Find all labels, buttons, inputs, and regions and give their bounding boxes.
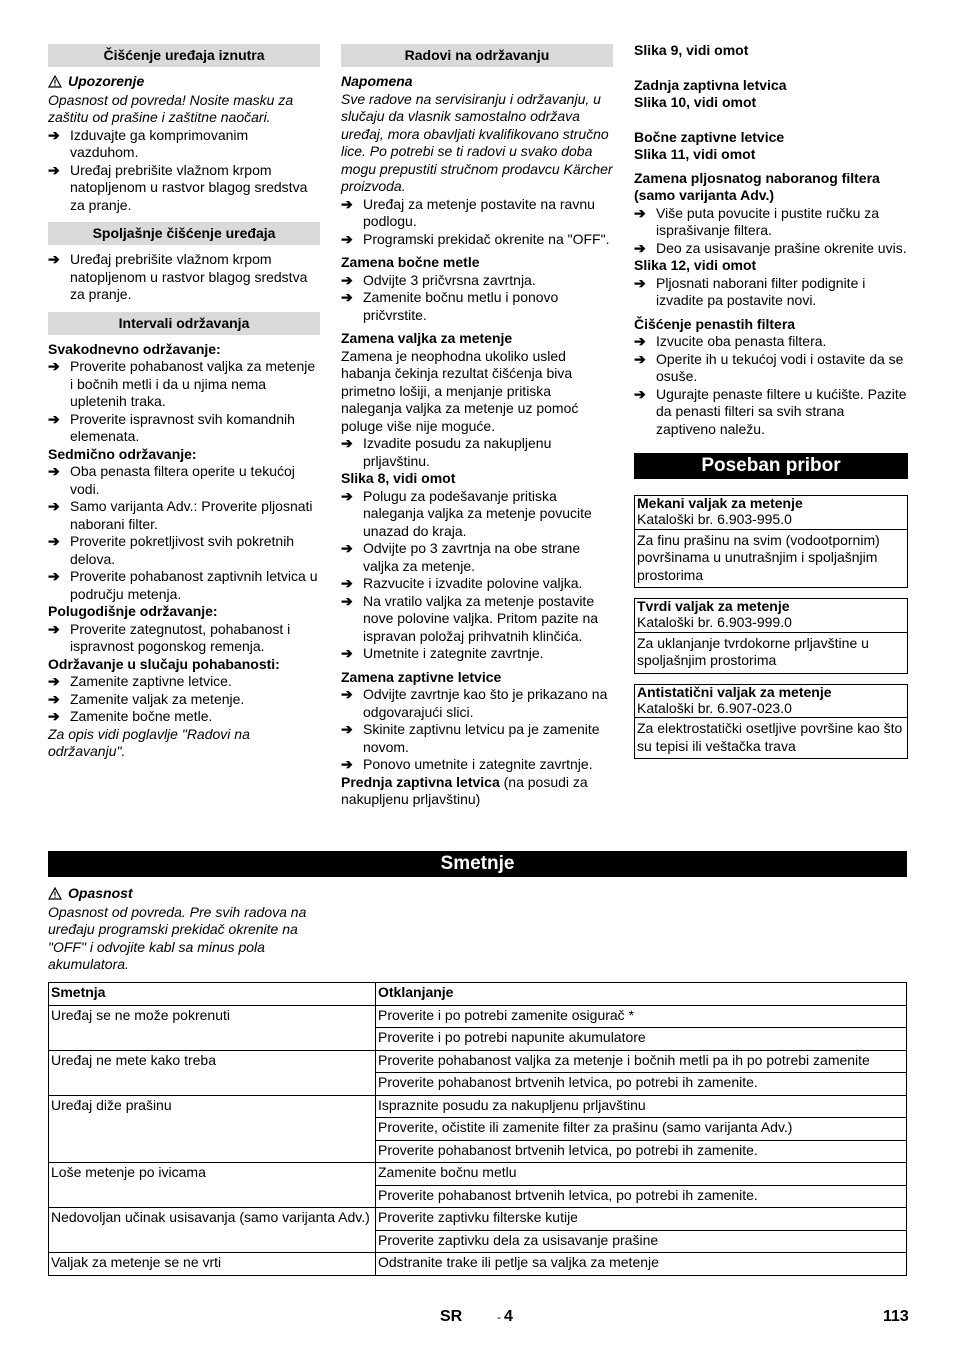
list-item-text: Odvijte 3 pričvrsna zavrtnja. [363,271,536,288]
list-item [341,488,613,541]
table-header-row [49,983,907,1006]
arrow-right-icon: ➔ [48,410,60,427]
list-item [341,435,613,470]
accessory-description: Za uklanjanje tvrdokorne prljavštine u spoljašnjim prostorima [637,634,869,668]
bullet-list [48,358,320,446]
column-1 [48,44,320,761]
fault-cell: Loše metenje po ivicama [49,1163,376,1208]
accessories-heading: Poseban pribor [634,453,908,479]
front-seal-note: (na posudi za nakupljenu prljavštinu) [341,773,588,807]
list-item [341,721,613,756]
figure-ref-11: Slika 11, vidi omot [634,146,756,162]
accessory-item [634,495,908,588]
list-item-text: Odvijte zavrtnje kao što je prikazano na odgovarajući slici. [363,686,608,720]
list-item-text: Proverite ispravnost svih komandnih elemenata. [70,410,295,444]
list-item-text: Uređaj prebrišite vlažnom krpom natopljenom u rastvor blagog sredstva za pranje. [70,251,308,302]
list-item [634,205,908,240]
roller-text: Zamena je neophodna ukoliko usled habanja čekinja rezultat čišćenja biva primetno lošiji, a menjanje pritiska naleganja valjka za metenje uz pomoć poluge više nije moguće. [341,347,579,434]
list-item [341,575,613,593]
arrow-right-icon: ➔ [634,274,646,291]
arrow-right-icon: ➔ [48,708,60,724]
accessory-code: Kataloški br. 6.903-999.0 [637,614,792,630]
list-item [341,231,613,249]
bullet-list [634,275,908,310]
remedy-cell: Proverite pohabanost brtvenih letvica, po potrebi ih zamenite. [376,1073,907,1096]
subheading-side-brush: Zamena bočne metle [341,254,480,270]
figure-ref-10: Slika 10, vidi omot [634,94,757,110]
remedy-cell: Proverite, očistite ili zamenite filter za prašinu (samo varijanta Adv.) [376,1118,907,1141]
note-label: Napomena [341,73,413,89]
list-item [48,533,320,568]
table-row [49,1208,907,1231]
front-seal-line [341,774,613,809]
list-item [341,686,613,721]
troubleshooting-heading: Smetnje [48,851,907,877]
danger-label: Opasnost [68,885,133,901]
list-item-text: Proverite pokretljivost svih pokretnih delova. [70,533,295,567]
list-item-text: Razvucite i izvadite polovine valjka. [363,575,583,591]
list-item [634,333,908,351]
page-number: 113 [883,1308,909,1325]
column-header-fault: Smetnja [49,983,376,1006]
bullet-list [341,488,613,663]
arrow-right-icon: ➔ [48,690,60,707]
subheading-roller: Zamena valjka za metenje [341,330,513,346]
list-item-text: Zamenite bočnu metlu i ponovo pričvrstite. [363,289,559,323]
column-header-remedy: Otklanjanje [376,983,907,1006]
arrow-right-icon: ➔ [341,487,353,504]
list-item [48,691,320,709]
warning-label: Upozorenje [68,73,145,89]
arrow-right-icon: ➔ [634,239,646,256]
bullet-list [48,673,320,726]
bullet-list [341,435,613,470]
column-2 [341,44,613,809]
list-item-text: Izvadite posudu za nakupljenu prljavštinu. [363,435,552,469]
arrow-right-icon: ➔ [48,568,60,584]
remedy-cell: Proverite zaptivku filterske kutije [376,1208,907,1231]
accessory-description: Za finu prašinu na svim (vodootpornim) površinama u unutrašnjim i spoljašnjim prostorima [637,531,880,583]
bullet-list [48,251,320,304]
list-item [341,289,613,324]
arrow-right-icon: ➔ [341,195,353,212]
list-item [341,272,613,290]
list-item [634,351,908,386]
arrow-right-icon: ➔ [48,533,60,549]
list-item-text: Umetnite i zategnite zavrtnje. [363,645,544,661]
language-code: SR [440,1308,463,1325]
warning-heading [48,73,320,91]
list-item [341,645,613,663]
accessory-item [634,598,908,674]
danger-block [48,885,328,974]
remedy-cell: Proverite pohabanost valjka za metenje i bočnih metli pa ih po potrebi zamenite [376,1050,907,1073]
list-item [48,251,320,304]
figure-ref-8: Slika 8, vidi omot [341,470,456,486]
list-item-text: Zamenite valjak za metenje. [70,690,245,707]
list-item-text: Proverite zategnutost, pohabanost i ispravnost pogonskog remenja. [70,620,291,654]
arrow-right-icon: ➔ [341,230,353,247]
list-item-text: Skinite zaptivnu letvicu pa je zamenite novom. [363,721,600,755]
accessory-name: Mekani valjak za metenje [637,495,803,511]
danger-heading [48,885,328,903]
list-item-text: Ponovo umetnite i zategnite zavrtnje. [363,756,593,772]
arrow-right-icon: ➔ [341,645,353,661]
section-heading-maintenance-intervals: Intervali održavanja [48,312,320,335]
list-item-text: Uređaj za metenje postavite na ravnu podlogu. [363,195,595,229]
table-row [49,1253,907,1276]
accessory-code: Kataloški br. 6.907-023.0 [637,699,792,716]
remedy-cell: Odstranite trake ili petlje sa valjka za metenje [376,1253,907,1276]
bullet-list [341,686,613,774]
accessory-title [635,496,907,530]
list-item [341,540,613,575]
list-item [48,358,320,411]
list-item [634,275,908,310]
list-item-text: Polugu za podešavanje pritiska naleganja valjka za metenje povucite unazad do kraja. [363,487,592,539]
list-item-text: Samo varijanta Adv.: Proverite pljosnati naborani filter. [70,498,313,532]
arrow-right-icon: ➔ [341,721,353,737]
local-page-number: 4 [504,1308,513,1325]
list-item [48,673,320,691]
figure-ref-9: Slika 9, vidi omot [634,42,749,58]
fault-cell: Nedovoljan učinak usisavanja (samo varijanta Adv.) [49,1208,376,1253]
list-item [341,196,613,231]
page-footer [0,1308,954,1328]
arrow-right-icon: ➔ [341,289,353,305]
list-item-text: Oba penasta filtera operite u tekućoj vodi. [70,463,295,497]
warning-triangle-icon [48,75,62,88]
arrow-right-icon: ➔ [48,463,60,479]
subheading-wear: Održavanje u slučaju pohabanosti: [48,655,280,672]
table-row [49,1163,907,1186]
arrow-right-icon: ➔ [48,358,60,374]
subheading-flat-filter: Zamena pljosnatog naboranog filtera (samo varijanta Adv.) [634,169,880,203]
arrow-right-icon: ➔ [341,540,353,556]
accessory-description: Za elektrostatički osetljive površine kao što su tepisi ili veštačka trava [637,720,903,754]
subheading-weekly: Sedmično održavanje: [48,445,197,462]
subheading-foam-filter: Čišćenje penastih filtera [634,315,796,332]
arrow-right-icon: ➔ [634,385,646,402]
arrow-right-icon: ➔ [48,126,60,143]
arrow-right-icon: ➔ [48,620,60,637]
accessory-name: Tvrdi valjak za metenje [637,598,790,614]
list-item [341,593,613,646]
arrow-right-icon: ➔ [341,756,353,772]
bullet-list [634,205,908,258]
subheading-seal: Zamena zaptivne letvice [341,668,502,685]
section-heading-maintenance-work: Radovi na održavanju [341,44,613,67]
list-item [48,498,320,533]
warning-triangle-icon [48,887,62,900]
bullet-list [341,272,613,325]
list-item [48,162,320,215]
list-item [48,568,320,603]
arrow-right-icon: ➔ [48,673,60,689]
remedy-cell: Proverite i po potrebi zamenite osigurač * [376,1005,907,1028]
arrow-right-icon: ➔ [634,204,646,221]
front-seal-label: Prednja zaptivna letvica [341,773,500,790]
figure-ref-12: Slika 12, vidi omot [634,257,757,273]
list-item-text: Operite ih u tekućoj vodi i ostavite da se osuše. [656,350,904,384]
section-heading-exterior-cleaning: Spoljašnje čišćenje uređaja [48,222,320,245]
bullet-list [48,463,320,603]
arrow-right-icon: ➔ [48,161,60,178]
side-seals-heading: Bočne zaptivne letvice [634,128,785,145]
arrow-right-icon: ➔ [48,498,60,514]
bullet-list [341,196,613,249]
list-item-text: Više puta povucite i pustite ručku za isprašivanje filtera. [656,204,880,238]
bullet-list [48,621,320,656]
list-item-text: Izduvajte ga komprimovanim vazduhom. [70,126,249,160]
note-text: Sve radove na servisiranju i održavanju, u slučaju da vlasnik samostalno održava uređaj, mora obavljati kvalifikovano stručno lice. Po potrebi se ti radovi u svako doba mogu prepustiti stručnom prodavcu Kärcher proizvoda. [341,90,613,194]
arrow-right-icon: ➔ [341,435,353,451]
list-item [48,127,320,162]
list-item [634,386,908,439]
troubleshooting-table [48,982,907,1276]
list-item [48,708,320,726]
list-item-text: Na vratilo valjka za metenje postavite nove polovine valjka. Pritom pazite na ispravan položaj prihvatnih klinčića. [363,592,599,644]
remedy-cell: Ispraznite posudu za nakupljenu prljavštinu [376,1095,907,1118]
list-item-text: Zamenite bočne metle. [70,708,213,724]
table-row [49,1005,907,1028]
remedy-cell: Proverite zaptivku dela za usisavanje prašine [376,1230,907,1253]
table-row [49,1095,907,1118]
accessory-title [635,599,907,633]
remedy-cell: Proverite pohabanost brtvenih letvica, po potrebi ih zamenite. [376,1185,907,1208]
accessory-code: Kataloški br. 6.903-995.0 [637,511,792,527]
list-item-text: Deo za usisavanje prašine okrenite uvis. [656,239,907,256]
remedy-cell: Proverite i po potrebi napunite akumulatore [376,1028,907,1051]
danger-text: Opasnost od povreda. Pre svih radova na uređaju programski prekidač okrenite na "OFF" i odvojite kabl sa minus pola akumulatora. [48,903,307,972]
list-item [48,621,320,656]
fault-cell: Valjak za metenje se ne vrti [49,1253,376,1276]
subheading-daily: Svakodnevno održavanje: [48,340,221,357]
list-item-text: Proverite pohabanost valjka za metenje i bočnih metli i da u njima nema upletenih traka. [70,358,316,409]
section-heading-interior-cleaning: Čišćenje uređaja iznutra [48,44,320,67]
fault-cell: Uređaj se ne može pokrenuti [49,1005,376,1050]
bullet-list [48,127,320,215]
arrow-right-icon: ➔ [341,686,353,702]
arrow-right-icon: ➔ [341,575,353,591]
list-item-text: Zamenite zaptivne letvice. [70,673,232,689]
remedy-cell: Zamenite bočnu metlu [376,1163,907,1186]
column-3 [634,42,908,759]
list-item-text: Odvijte po 3 zavrtnja na obe strane valjka za metenje. [363,540,581,574]
fault-cell: Uređaj ne mete kako treba [49,1050,376,1095]
accessory-name: Antistatični valjak za metenje [637,683,832,700]
fault-cell: Uređaj diže prašinu [49,1095,376,1163]
list-item-text: Proverite pohabanost zaptivnih letvica u području metenja. [70,568,318,602]
list-item-text: Uređaj prebrišite vlažnom krpom natopljenom u rastvor blagog sredstva za pranje. [70,161,308,213]
warning-text: Opasnost od povreda! Nosite masku za zaštitu od prašine i zaštitne naočari. [48,91,294,125]
rear-seal-heading: Zadnja zaptivna letvica [634,76,787,93]
page-dash: - [497,1310,501,1324]
list-item [48,411,320,446]
list-item [341,756,613,774]
list-item [48,463,320,498]
accessories-list [634,495,908,759]
local-page [497,1308,513,1327]
accessory-title [635,685,907,719]
see-chapter-note: Za opis vidi poglavlje "Radovi na održavanju". [48,725,250,759]
accessory-item [634,684,908,760]
arrow-right-icon: ➔ [48,251,60,267]
arrow-right-icon: ➔ [341,271,353,288]
list-item-text: Izvucite oba penasta filtera. [656,333,827,349]
subheading-halfyear: Polugodišnje održavanje: [48,603,218,619]
remedy-cell: Proverite pohabanost brtvenih letvica, po potrebi ih zamenite. [376,1140,907,1163]
list-item-text: Programski prekidač okrenite na "OFF". [363,230,610,247]
bullet-list [634,333,908,438]
arrow-right-icon: ➔ [634,350,646,367]
list-item [634,240,908,258]
arrow-right-icon: ➔ [634,333,646,349]
table-row [49,1050,907,1073]
list-item-text: Pljosnati naborani filter podignite i izvadite pa postavite novi. [656,274,866,308]
list-item-text: Ugurajte penaste filtere u kućište. Pazite da penasti filteri sa svih strana zaptiveno naležu. [656,385,907,437]
arrow-right-icon: ➔ [341,592,353,609]
